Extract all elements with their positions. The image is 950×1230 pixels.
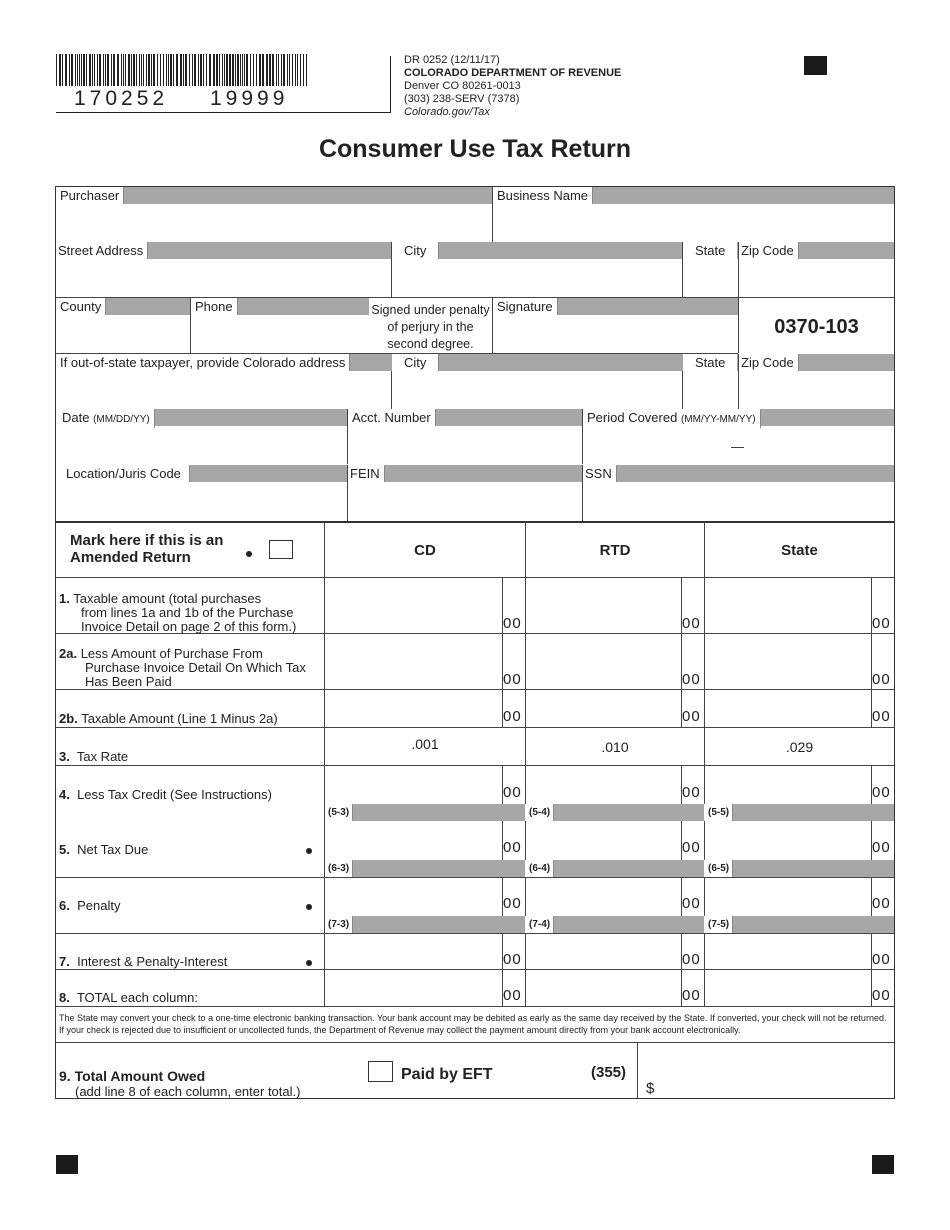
barcode-bar <box>146 54 147 86</box>
street-address-input[interactable] <box>56 259 391 297</box>
barcode-bar <box>287 54 288 86</box>
line1-text-b: from lines 1a and 1b of the Purchase <box>81 605 294 620</box>
line2a-state-cents: 00 <box>872 671 891 688</box>
purchaser-input[interactable] <box>56 204 492 242</box>
column-header-rtd: RTD <box>599 542 631 559</box>
date-format: (MM/DD/YY) <box>93 414 150 425</box>
line3-label <box>59 749 128 764</box>
perjury-line3: second degree. <box>387 337 474 351</box>
barcode-bar <box>224 54 225 86</box>
barcode-bar <box>59 54 61 86</box>
line7-rtd-cents: 00 <box>682 951 701 968</box>
line2b-rtd-input[interactable] <box>526 690 681 727</box>
barcode-bar <box>170 54 172 86</box>
barcode-bar <box>209 54 211 86</box>
line2a-number: 2a. <box>59 646 78 661</box>
line2b-rtd-cents: 00 <box>682 708 701 725</box>
oos-state-input[interactable] <box>683 371 738 409</box>
perjury-line1: Signed under penalty <box>371 303 490 317</box>
line5-cd-input[interactable] <box>325 821 502 860</box>
rate-state: .029 <box>785 739 814 755</box>
barcode-bar <box>222 54 223 86</box>
line4-state-input[interactable] <box>705 766 871 804</box>
ssn-input[interactable] <box>583 482 894 521</box>
barcode-bar <box>246 54 248 86</box>
barcode-bar <box>111 54 112 86</box>
barcode-bar <box>226 54 228 86</box>
line1-cd-cents: 00 <box>503 615 522 632</box>
oos-city-label: City <box>392 354 439 371</box>
line8-rtd-cents: 00 <box>682 987 701 1004</box>
line7-bullet <box>306 960 312 966</box>
barcode-bar <box>203 54 204 86</box>
line2a-text-c: Has Been Paid <box>85 674 172 689</box>
acct-number-label: Acct. Number <box>348 409 436 426</box>
barcode-bar <box>300 54 301 86</box>
line6-cd-cents: 00 <box>503 895 522 912</box>
acct-number-input[interactable] <box>348 426 582 464</box>
state-input[interactable] <box>683 259 738 297</box>
line5-bullet <box>306 848 312 854</box>
line8-text: TOTAL each column: <box>76 990 198 1005</box>
form-id: DR 0252 (12/11/17) <box>404 54 500 66</box>
line7-rtd-input[interactable] <box>526 933 681 969</box>
line2b-text: Taxable Amount (Line 1 Minus 2a) <box>81 711 278 726</box>
signature-input[interactable] <box>493 315 738 353</box>
barcode-bar <box>89 54 91 86</box>
barcode-bar <box>133 54 135 86</box>
location-juris-input[interactable] <box>56 482 347 521</box>
period-format: (MM/YY-MM/YY) <box>680 414 756 425</box>
line5-rtd-input[interactable] <box>526 821 681 860</box>
line3-number: 3. <box>59 749 70 764</box>
zip-code-label: Zip Code <box>739 242 799 259</box>
ssn-label: SSN <box>583 465 617 482</box>
line4-cd-input[interactable] <box>325 766 502 804</box>
barcode-bar <box>297 54 298 86</box>
street-address-label: Street Address <box>56 242 148 259</box>
line2a-rtd-cents: 00 <box>682 671 701 688</box>
line4-text: Less Tax Credit (See Instructions) <box>77 787 272 802</box>
line9-sub: (add line 8 of each column, enter total.) <box>75 1084 301 1099</box>
form-header <box>404 54 621 119</box>
barcode-bar <box>81 54 82 86</box>
line2a-cd-cents: 00 <box>503 671 522 688</box>
barcode-bar <box>79 54 80 86</box>
barcode-bar <box>232 54 234 86</box>
barcode-bar <box>253 54 254 86</box>
amended-line2: Amended Return <box>70 549 191 566</box>
period-covered-text: Period Covered <box>587 410 678 425</box>
county-label: County <box>56 298 106 315</box>
barcode-bar <box>198 54 199 86</box>
notice-line2: If your check is rejected due to insufficient or uncollected funds, the Department of Revenue may collect the payment amount directly from your bank account electronically. <box>59 1025 741 1035</box>
line1-state-input[interactable] <box>705 578 871 633</box>
line9-label <box>59 1069 300 1099</box>
date-label-text: Date <box>62 410 90 425</box>
barcode-bar <box>206 54 207 86</box>
barcode-bar <box>77 54 78 86</box>
column-header-cd: CD <box>414 542 436 559</box>
code-5-4: (5-4) <box>526 804 554 821</box>
line1-state-cents: 00 <box>872 615 891 632</box>
barcode-number-right: 19999 <box>210 87 289 110</box>
line4-label <box>59 787 272 802</box>
barcode-bar <box>173 54 174 86</box>
department-name: COLORADO DEPARTMENT OF REVENUE <box>404 67 622 79</box>
check-conversion-notice <box>59 1012 893 1036</box>
line4-number: 4. <box>59 787 70 802</box>
amended-text <box>70 532 223 566</box>
oos-zip-code-input[interactable] <box>739 371 894 409</box>
rate-cd: .001 <box>411 736 439 752</box>
line2a-text-b: Purchase Invoice Detail On Which Tax <box>85 660 306 675</box>
barcode-bar <box>131 54 132 86</box>
line6-number: 6. <box>59 898 70 913</box>
line2b-cd-cents: 00 <box>503 708 522 725</box>
line4-rtd-cents: 00 <box>682 784 701 801</box>
barcode-bar <box>105 54 106 86</box>
state-label: State <box>683 242 737 259</box>
barcode-bar <box>65 54 67 86</box>
signature-label: Signature <box>493 298 558 315</box>
barcode-bar <box>219 54 220 86</box>
tax-return-form <box>55 186 895 1099</box>
barcode-bar <box>272 54 274 86</box>
line8-state-input[interactable] <box>705 970 871 1006</box>
barcode-bar <box>303 54 304 86</box>
line9-title: 9. Total Amount Owed <box>59 1068 206 1084</box>
barcode-bar <box>192 54 193 86</box>
barcode-bar <box>283 54 285 86</box>
paid-by-eft-checkbox[interactable] <box>368 1061 393 1082</box>
line2a-rtd-input[interactable] <box>526 634 681 689</box>
line2a-text-a: Less Amount of Purchase From <box>80 646 263 661</box>
barcode-bar <box>235 54 236 86</box>
barcode-bar <box>213 54 215 86</box>
line8-number: 8. <box>59 990 70 1005</box>
barcode-bar <box>306 54 307 86</box>
line5-text: Net Tax Due <box>77 842 149 857</box>
barcode-bar <box>295 54 296 86</box>
barcode-bar <box>289 54 290 86</box>
line5-label <box>59 842 148 857</box>
barcode-bar <box>92 54 93 86</box>
line6-rtd-input[interactable] <box>526 877 681 916</box>
line8-label <box>59 990 198 1005</box>
phone-label: Phone <box>191 298 238 315</box>
department-phone: (303) 238-SERV (7378) <box>404 93 520 105</box>
barcode-bar <box>163 54 164 86</box>
line7-label <box>59 954 227 969</box>
barcode-bar <box>99 54 101 86</box>
line1-number: 1. <box>59 591 70 606</box>
line6-state-input[interactable] <box>705 877 871 916</box>
barcode-bar <box>194 54 196 86</box>
barcode-bar <box>75 54 76 86</box>
barcode-bar <box>281 54 282 86</box>
line1-text-a: Taxable amount (total purchases <box>73 591 262 606</box>
line5-state-input[interactable] <box>705 821 871 860</box>
barcode-bar <box>266 54 268 86</box>
barcode-bar <box>128 54 130 86</box>
barcode-bar <box>141 54 142 86</box>
line6-rtd-cents: 00 <box>682 895 701 912</box>
total-amount-owed-input[interactable] <box>638 1043 894 1098</box>
barcode-bar <box>148 54 150 86</box>
city-input[interactable] <box>392 259 682 297</box>
form-code: 0370-103 <box>774 316 859 338</box>
line7-state-cents: 00 <box>872 951 891 968</box>
line6-bullet <box>306 904 312 910</box>
barcode-bar <box>139 54 140 86</box>
barcode-bar <box>143 54 144 86</box>
amended-bullet <box>246 551 252 557</box>
line1-rtd-input[interactable] <box>526 578 681 633</box>
line7-cd-input[interactable] <box>325 933 502 969</box>
period-dash: — <box>731 439 744 454</box>
line5-state-cents: 00 <box>872 839 891 856</box>
corner-marker-bottom-right <box>872 1155 894 1174</box>
barcode-bar <box>256 54 257 86</box>
barcode-bar <box>86 54 87 86</box>
barcode-bar <box>244 54 245 86</box>
barcode-bar <box>168 54 169 86</box>
barcode-bar <box>56 54 57 86</box>
code-6-4: (6-4) <box>526 860 554 877</box>
line8-cd-input[interactable] <box>325 970 502 1006</box>
line2a-cd-input[interactable] <box>325 634 502 689</box>
barcode-bar <box>62 54 63 86</box>
city-label: City <box>392 242 439 259</box>
column-header-state: State <box>781 542 818 559</box>
line7-text: Interest & Penalty-Interest <box>77 954 228 969</box>
barcode-bar <box>200 54 202 86</box>
line5-cd-cents: 00 <box>503 839 522 856</box>
barcode-bar <box>125 54 126 86</box>
barcode-bar <box>153 54 155 86</box>
barcode-bar <box>97 54 98 86</box>
line6-state-cents: 00 <box>872 895 891 912</box>
notice-line1: The State may convert your check to a one-time electronic banking transaction. Your bank account may be debited as early as the same day received by the State. If converted, your check will not be returned. <box>59 1013 887 1023</box>
fein-input[interactable] <box>348 482 582 521</box>
barcode-bar <box>160 54 161 86</box>
barcode-bar <box>117 54 119 86</box>
line6-text: Penalty <box>77 898 121 913</box>
code-7-3: (7-3) <box>325 916 353 933</box>
barcode-bar <box>276 54 277 86</box>
page-title: Consumer Use Tax Return <box>318 135 632 163</box>
code-7-5: (7-5) <box>705 916 733 933</box>
barcode-number-left: 170252 <box>74 87 169 110</box>
code-7-4: (7-4) <box>526 916 554 933</box>
barcode-bar <box>185 54 187 86</box>
line8-state-cents: 00 <box>872 987 891 1004</box>
code-6-5: (6-5) <box>705 860 733 877</box>
line1-text-c: Invoice Detail on page 2 of this form.) <box>81 619 297 634</box>
barcode-bar <box>278 54 279 86</box>
barcode-bar <box>83 54 85 86</box>
line7-state-input[interactable] <box>705 933 871 969</box>
barcode-bar <box>189 54 190 86</box>
location-juris-label: Location/Juris Code <box>56 465 190 482</box>
barcode-bar <box>242 54 243 86</box>
line1-cd-input[interactable] <box>325 578 502 633</box>
code-5-3: (5-3) <box>325 804 353 821</box>
code-6-3: (6-3) <box>325 860 353 877</box>
barcode-bar <box>229 54 231 86</box>
rate-rtd: .010 <box>601 739 629 755</box>
line5-rtd-cents: 00 <box>682 839 701 856</box>
zip-code-input[interactable] <box>739 259 894 297</box>
barcode-bar <box>262 54 264 86</box>
line5-number: 5. <box>59 842 70 857</box>
line7-cd-cents: 00 <box>503 951 522 968</box>
amended-return-checkbox[interactable] <box>269 540 293 559</box>
line7-number: 7. <box>59 954 70 969</box>
perjury-line2: of perjury in the <box>387 320 474 334</box>
line2b-number: 2b. <box>59 711 78 726</box>
oos-zip-code-label: Zip Code <box>739 354 799 371</box>
corner-marker-bottom-left <box>56 1155 78 1174</box>
line2b-cd-input[interactable] <box>325 690 502 727</box>
business-name-label: Business Name <box>493 187 593 204</box>
corner-marker-top-right <box>804 56 827 75</box>
barcode-bar <box>240 54 241 86</box>
barcode-bar <box>69 54 70 86</box>
line1-rtd-cents: 00 <box>682 615 701 632</box>
barcode-bar <box>176 54 178 86</box>
code-355: (355) <box>591 1064 627 1081</box>
oos-city-input[interactable] <box>392 371 682 409</box>
line2a-label <box>59 647 306 689</box>
line2b-state-input[interactable] <box>705 690 871 727</box>
barcode-bar <box>113 54 115 86</box>
line6-cd-input[interactable] <box>325 877 502 916</box>
code-5-5: (5-5) <box>705 804 733 821</box>
barcode-bar <box>136 54 137 86</box>
line8-rtd-input[interactable] <box>526 970 681 1006</box>
phone-input[interactable] <box>191 315 369 353</box>
barcode-bar <box>103 54 104 86</box>
barcode-bar <box>269 54 271 86</box>
barcode-bar <box>151 54 152 86</box>
barcode-bar <box>216 54 218 86</box>
line4-rtd-input[interactable] <box>526 766 681 804</box>
date-input[interactable] <box>56 426 347 464</box>
barcode <box>56 54 311 114</box>
barcode-bar <box>183 54 184 86</box>
barcode-bar <box>166 54 167 86</box>
line8-cd-cents: 00 <box>503 987 522 1004</box>
line6-label <box>59 898 120 913</box>
barcode-bars <box>56 54 311 86</box>
line4-cd-cents: 00 <box>503 784 522 801</box>
oos-address-input[interactable] <box>56 371 391 409</box>
barcode-bar <box>71 54 73 86</box>
barcode-bar <box>237 54 239 86</box>
barcode-bar <box>107 54 109 86</box>
paid-by-eft-label: Paid by EFT <box>401 1066 493 1083</box>
line3-text: Tax Rate <box>76 749 129 764</box>
barcode-bar <box>250 54 251 86</box>
department-address: Denver CO 80261-0013 <box>404 80 521 92</box>
purchaser-label: Purchaser <box>56 187 124 204</box>
line2b-state-cents: 00 <box>872 708 891 725</box>
line4-state-cents: 00 <box>872 784 891 801</box>
line2a-state-input[interactable] <box>705 634 871 689</box>
fein-label: FEIN <box>348 465 385 482</box>
county-input[interactable] <box>56 315 190 353</box>
barcode-bar <box>259 54 261 86</box>
amended-line1: Mark here if this is an <box>70 532 224 549</box>
barcode-bar <box>123 54 124 86</box>
barcode-bar <box>157 54 158 86</box>
line2b-label <box>59 711 278 726</box>
barcode-bar <box>94 54 95 86</box>
oos-state-label: State <box>683 354 737 371</box>
barcode-bar <box>180 54 182 86</box>
barcode-bar <box>292 54 293 86</box>
business-name-input[interactable] <box>493 204 894 242</box>
department-website: Colorado.gov/Tax <box>404 106 490 118</box>
line1-label <box>59 592 296 634</box>
barcode-bar <box>121 54 122 86</box>
out-of-state-label: If out-of-state taxpayer, provide Colorado address <box>56 354 350 371</box>
perjury-notice <box>369 302 492 353</box>
dollar-sign: $ <box>646 1080 655 1097</box>
